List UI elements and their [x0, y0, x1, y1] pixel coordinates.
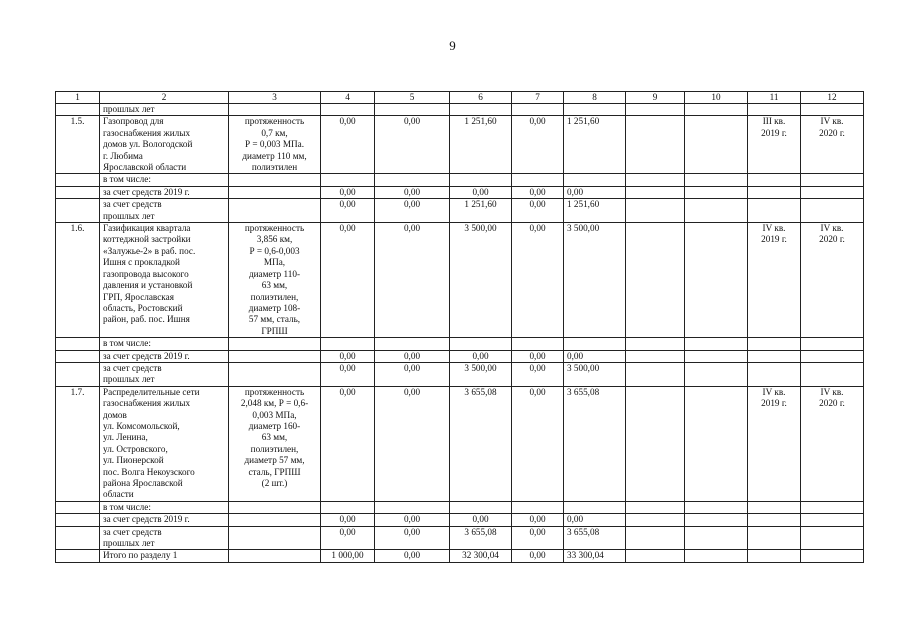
table-cell	[450, 338, 512, 350]
table-cell: за счет средств прошлых лет	[100, 199, 229, 223]
table-cell	[56, 362, 100, 386]
table-cell: 3 655,08	[564, 386, 626, 501]
table-cell	[626, 501, 685, 513]
table-cell	[748, 550, 801, 562]
table-cell: 33 300,04	[564, 550, 626, 562]
table-cell: Распределительные сети газоснабжения жилых домов ул. Комсомольской, ул. Ленина, ул. Островского, ул. Пионерской пос. Волга Некоузского района Ярославской области	[100, 386, 229, 501]
table-cell	[801, 362, 864, 386]
column-header: 6	[450, 92, 512, 104]
table-cell: 0,00	[375, 116, 450, 174]
table-cell	[229, 501, 321, 513]
column-header: 3	[229, 92, 321, 104]
table-cell	[375, 338, 450, 350]
table-cell	[685, 223, 748, 338]
table-cell	[685, 199, 748, 223]
table-row	[56, 526, 864, 550]
table-cell: 0,00	[564, 514, 626, 526]
table-cell: 0,00	[512, 526, 564, 550]
table-cell: 0,00	[321, 116, 375, 174]
table-cell	[626, 550, 685, 562]
table-cell: 0,00	[375, 186, 450, 198]
table-cell: 0,00	[512, 186, 564, 198]
table-cell	[229, 362, 321, 386]
table-cell	[685, 386, 748, 501]
table-cell	[375, 104, 450, 116]
table-cell	[748, 514, 801, 526]
column-header: 2	[100, 92, 229, 104]
table-row	[56, 186, 864, 198]
table-cell	[56, 526, 100, 550]
table-row	[56, 223, 864, 338]
table-cell: Газификация квартала коттеджной застройки «Залужье-2» в раб. пос. Ишня с прокладкой газопровода высокого давления и установкой ГРП, Ярославская область, Ростовский район, раб. пос. Ишня	[100, 223, 229, 338]
table-cell	[685, 550, 748, 562]
table-cell: прошлых лет	[100, 104, 229, 116]
table-cell	[56, 174, 100, 186]
column-header: 10	[685, 92, 748, 104]
table-cell	[229, 338, 321, 350]
table-cell: за счет средств прошлых лет	[100, 526, 229, 550]
table-cell: 0,00	[512, 550, 564, 562]
table-cell: IV кв. 2019 г.	[748, 223, 801, 338]
table-row	[56, 550, 864, 562]
table-cell: 0,00	[321, 386, 375, 501]
table-cell	[512, 501, 564, 513]
table-cell	[685, 116, 748, 174]
table-cell	[748, 526, 801, 550]
table-cell	[801, 104, 864, 116]
table-cell: 0,00	[321, 526, 375, 550]
table-cell	[564, 338, 626, 350]
table-cell	[321, 174, 375, 186]
table-cell	[56, 550, 100, 562]
table-cell	[801, 174, 864, 186]
table-cell: 0,00	[375, 223, 450, 338]
table-cell: 0,00	[321, 199, 375, 223]
table-cell	[801, 514, 864, 526]
table-cell: 0,00	[321, 350, 375, 362]
table-cell	[801, 338, 864, 350]
table-cell	[626, 362, 685, 386]
investment-table	[55, 91, 864, 563]
table-cell: в том числе:	[100, 501, 229, 513]
table-cell: 1 251,60	[564, 116, 626, 174]
table-cell: 0,00	[564, 350, 626, 362]
table-cell: 0,00	[375, 526, 450, 550]
column-header: 1	[56, 92, 100, 104]
table-cell: 0,00	[375, 550, 450, 562]
table-cell	[56, 350, 100, 362]
table-row	[56, 338, 864, 350]
table-row	[56, 501, 864, 513]
table-cell	[626, 186, 685, 198]
page-number: 9	[449, 38, 456, 53]
table-cell	[748, 362, 801, 386]
column-number-row	[56, 92, 864, 104]
table-cell	[626, 104, 685, 116]
column-header: 12	[801, 92, 864, 104]
table-cell	[626, 174, 685, 186]
table-cell	[375, 174, 450, 186]
table-cell	[748, 350, 801, 362]
table-cell	[450, 174, 512, 186]
table-cell	[564, 104, 626, 116]
table-cell: протяженность 3,856 км, Р = 0,6-0,003 МПа, диаметр 110- 63 мм, полиэтилен, диаметр 108- 57 мм, сталь, ГРПШ	[229, 223, 321, 338]
table-cell	[321, 104, 375, 116]
table-cell: 3 500,00	[450, 223, 512, 338]
table-cell: 32 300,04	[450, 550, 512, 562]
table-row	[56, 350, 864, 362]
table-cell	[229, 186, 321, 198]
table-cell	[564, 501, 626, 513]
column-header: 7	[512, 92, 564, 104]
table-cell: IV кв. 2020 г.	[801, 223, 864, 338]
table-cell	[512, 104, 564, 116]
table-cell: 3 655,08	[564, 526, 626, 550]
table-cell: протяженность 2,048 км, Р = 0,6- 0,003 МПа, диаметр 160- 63 мм, полиэтилен, диаметр 57 мм, сталь, ГРПШ (2 шт.)	[229, 386, 321, 501]
table-cell: 3 500,00	[450, 362, 512, 386]
table-cell	[685, 362, 748, 386]
table-cell	[801, 350, 864, 362]
table-cell: 1.6.	[56, 223, 100, 338]
table-cell: IV кв. 2019 г.	[748, 386, 801, 501]
table-cell: 0,00	[321, 186, 375, 198]
table-cell: 3 655,08	[450, 386, 512, 501]
table-cell: в том числе:	[100, 338, 229, 350]
table-cell: 3 655,08	[450, 526, 512, 550]
table-cell	[56, 186, 100, 198]
table-cell: 0,00	[321, 514, 375, 526]
table-cell	[626, 338, 685, 350]
table-cell: 3 500,00	[564, 223, 626, 338]
table-cell: за счет средств 2019 г.	[100, 350, 229, 362]
table-cell	[801, 550, 864, 562]
table-cell	[512, 174, 564, 186]
table-cell	[626, 514, 685, 526]
table-cell: за счет средств 2019 г.	[100, 514, 229, 526]
table-cell: 1 251,60	[450, 116, 512, 174]
table-cell: 1 251,60	[450, 199, 512, 223]
table-cell: 0,00	[450, 186, 512, 198]
table-cell	[626, 116, 685, 174]
table-cell: 0,00	[375, 350, 450, 362]
table-cell: 0,00	[375, 514, 450, 526]
table-cell: III кв. 2019 г.	[748, 116, 801, 174]
table-cell	[801, 199, 864, 223]
table-cell	[685, 514, 748, 526]
table-row	[56, 386, 864, 501]
table-cell	[229, 104, 321, 116]
column-header: 5	[375, 92, 450, 104]
table-cell: 0,00	[512, 223, 564, 338]
table-cell	[56, 199, 100, 223]
table-cell	[801, 526, 864, 550]
table-cell	[748, 199, 801, 223]
table-cell: 0,00	[512, 514, 564, 526]
table-cell	[748, 186, 801, 198]
table-row	[56, 199, 864, 223]
table-cell: 0,00	[450, 350, 512, 362]
table-cell	[748, 501, 801, 513]
table-cell	[564, 174, 626, 186]
table-row	[56, 174, 864, 186]
table-cell: 0,00	[321, 362, 375, 386]
column-header: 11	[748, 92, 801, 104]
table-cell	[229, 350, 321, 362]
table-cell	[56, 514, 100, 526]
table-cell: 1 000,00	[321, 550, 375, 562]
table-cell: 0,00	[375, 386, 450, 501]
table-cell: Итого по разделу 1	[100, 550, 229, 562]
table-cell	[801, 186, 864, 198]
table-cell	[626, 199, 685, 223]
table-cell: протяженность 0,7 км, Р = 0,003 МПа. диаметр 110 мм, полиэтилен	[229, 116, 321, 174]
table-row	[56, 116, 864, 174]
table-cell: в том числе:	[100, 174, 229, 186]
table-cell: IV кв. 2020 г.	[801, 386, 864, 501]
table-cell	[229, 174, 321, 186]
table-cell: 0,00	[512, 362, 564, 386]
table-cell	[748, 104, 801, 116]
table-cell: за счет средств 2019 г.	[100, 186, 229, 198]
table-cell: 0,00	[512, 350, 564, 362]
table-cell: за счет средств прошлых лет	[100, 362, 229, 386]
table-cell	[626, 223, 685, 338]
table-cell: 0,00	[564, 186, 626, 198]
table-row	[56, 514, 864, 526]
table-cell: 0,00	[375, 362, 450, 386]
table-cell	[685, 186, 748, 198]
table-row	[56, 104, 864, 116]
table-cell	[450, 501, 512, 513]
table-cell	[685, 104, 748, 116]
table-cell	[512, 338, 564, 350]
table-cell: 1.7.	[56, 386, 100, 501]
table-cell	[748, 174, 801, 186]
table-cell	[685, 350, 748, 362]
table-cell: 3 500,00	[564, 362, 626, 386]
table-cell: 1 251,60	[564, 199, 626, 223]
table-cell	[321, 501, 375, 513]
table-cell	[626, 386, 685, 501]
table-cell	[56, 104, 100, 116]
table-cell: 0,00	[450, 514, 512, 526]
table-body	[56, 104, 864, 563]
table-cell	[229, 550, 321, 562]
column-header: 8	[564, 92, 626, 104]
table-cell: 0,00	[321, 223, 375, 338]
table-cell	[748, 338, 801, 350]
table-cell	[229, 526, 321, 550]
table-cell	[56, 338, 100, 350]
table-cell	[685, 526, 748, 550]
column-header: 9	[626, 92, 685, 104]
column-header: 4	[321, 92, 375, 104]
table-cell	[450, 104, 512, 116]
table-cell	[229, 514, 321, 526]
table-cell	[685, 174, 748, 186]
table-cell: 1.5.	[56, 116, 100, 174]
table-cell	[685, 338, 748, 350]
table-cell: Газопровод для газоснабжения жилых домов ул. Вологодской г. Любима Ярославской области	[100, 116, 229, 174]
table-row	[56, 362, 864, 386]
table-cell	[375, 501, 450, 513]
table-cell: 0,00	[512, 386, 564, 501]
table-cell: 0,00	[375, 199, 450, 223]
table-cell	[801, 501, 864, 513]
table-cell	[626, 526, 685, 550]
table-cell	[626, 350, 685, 362]
table-cell	[685, 501, 748, 513]
table-cell	[56, 501, 100, 513]
table-cell: IV кв. 2020 г.	[801, 116, 864, 174]
table-cell	[321, 338, 375, 350]
table-cell	[229, 199, 321, 223]
table-cell: 0,00	[512, 199, 564, 223]
table-cell: 0,00	[512, 116, 564, 174]
